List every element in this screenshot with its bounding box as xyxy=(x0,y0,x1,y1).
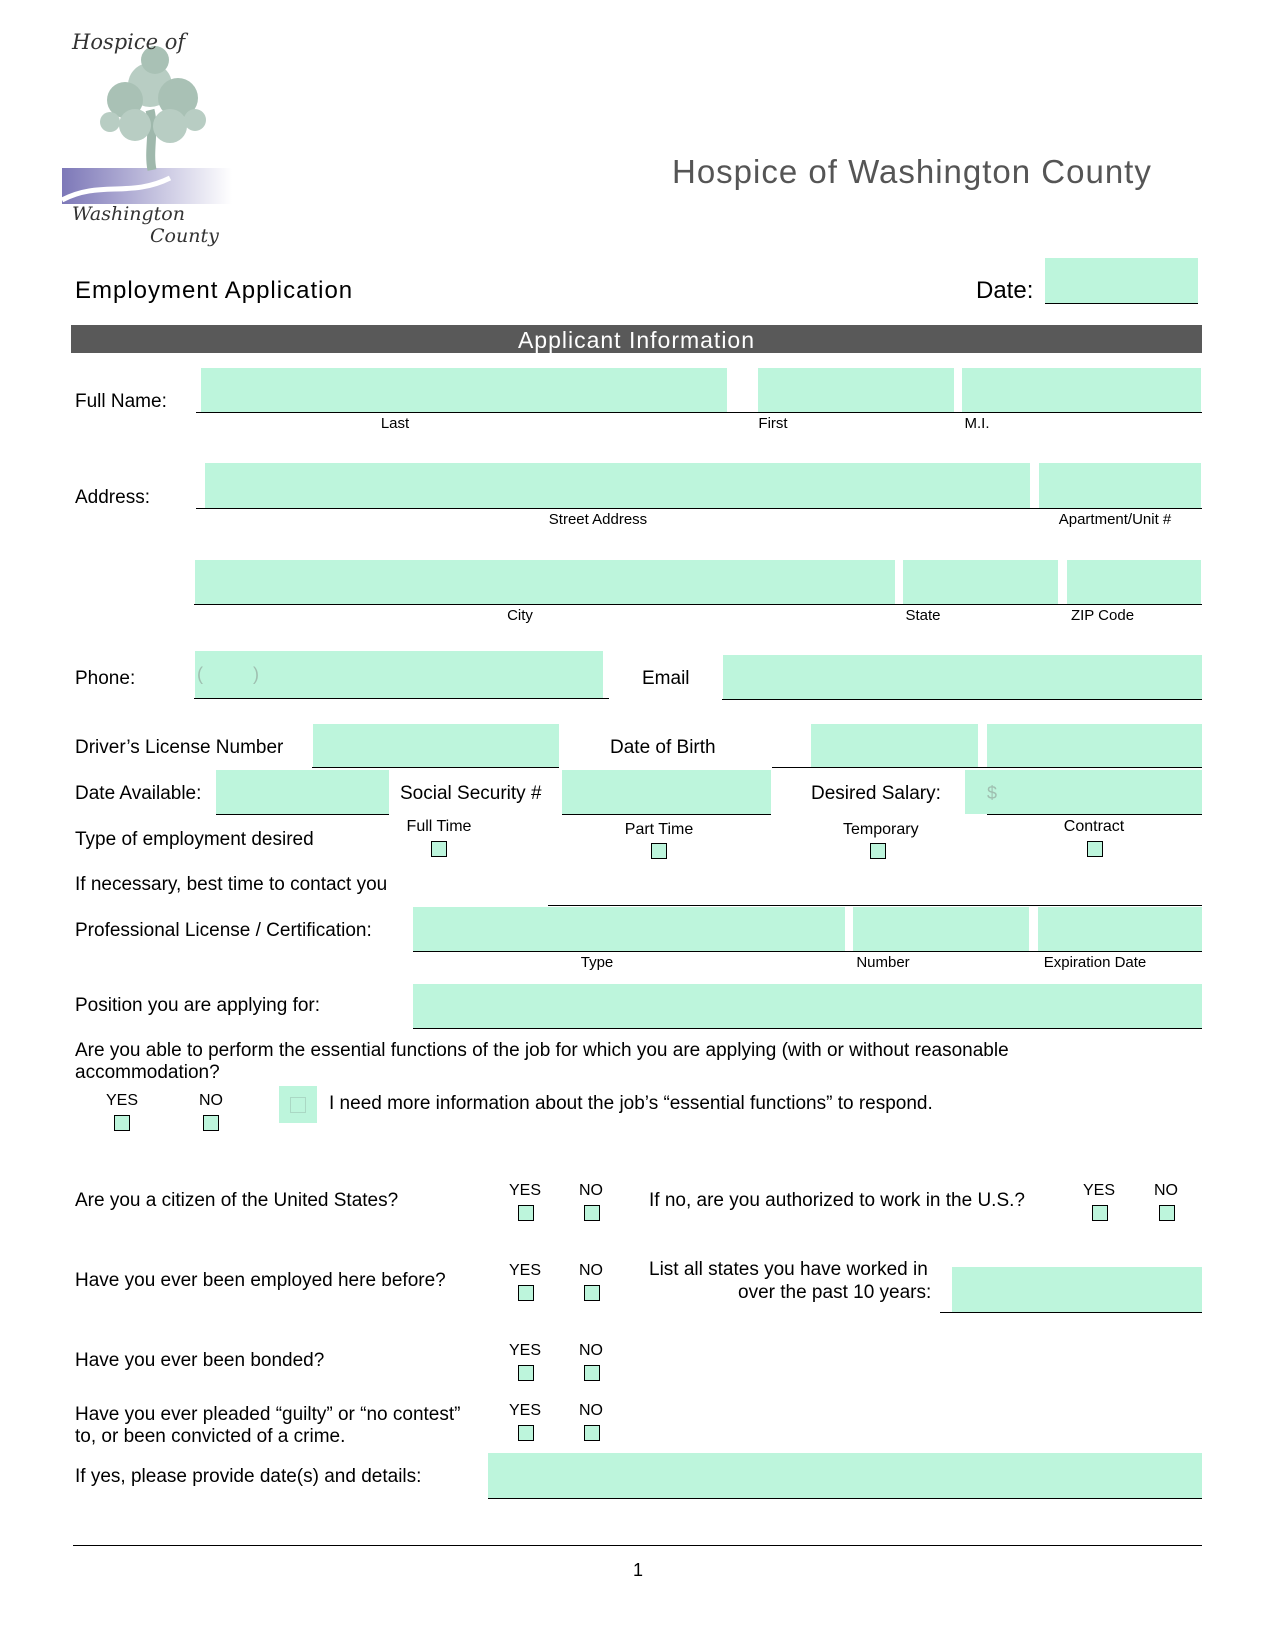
first-caption: First xyxy=(758,415,788,432)
phone-underline xyxy=(194,698,609,699)
logo-text-bottom-1: Washington xyxy=(72,203,185,225)
logo-text-bottom-2: County xyxy=(150,225,219,247)
essential-no-label: NO xyxy=(199,1092,223,1109)
middle-initial-field[interactable] xyxy=(962,368,1201,412)
footer-divider xyxy=(73,1545,1202,1546)
section-banner: Applicant Information xyxy=(71,325,1202,353)
date-label: Date: xyxy=(976,277,1034,304)
certification-expiration-caption: Expiration Date xyxy=(1043,954,1147,971)
date-available-field[interactable] xyxy=(216,770,389,814)
crime-yes-checkbox[interactable] xyxy=(518,1425,534,1441)
city-field[interactable] xyxy=(195,560,895,604)
essential-yes-label: YES xyxy=(105,1092,138,1109)
address-label: Address: xyxy=(75,487,150,508)
zip-caption: ZIP Code xyxy=(1070,607,1135,624)
crime-no-checkbox[interactable] xyxy=(584,1425,600,1441)
authorized-no-checkbox[interactable] xyxy=(1159,1205,1175,1221)
dob-label: Date of Birth xyxy=(610,737,716,758)
phone-field[interactable] xyxy=(195,651,603,698)
phone-placeholder: ( ) xyxy=(197,664,259,684)
mi-caption: M.I. xyxy=(964,415,990,432)
form-title: Employment Application xyxy=(75,277,354,304)
employed-before-question: Have you ever been employed here before? xyxy=(75,1270,446,1291)
citizen-no-checkbox[interactable] xyxy=(584,1205,600,1221)
position-underline xyxy=(413,1028,1202,1029)
email-underline xyxy=(722,699,1202,700)
citizen-yes-label: YES xyxy=(508,1182,541,1199)
employed-yes-checkbox[interactable] xyxy=(518,1285,534,1301)
page-number: 1 xyxy=(632,1560,643,1580)
essential-yes-checkbox[interactable] xyxy=(114,1115,130,1131)
bonded-no-label: NO xyxy=(579,1342,603,1359)
details-field[interactable] xyxy=(488,1453,1202,1498)
contact-time-underline xyxy=(548,905,1202,906)
salary-field[interactable] xyxy=(965,770,1202,814)
essential-question-line1: Are you able to perform the essential functions of the job for which you are applying (with or without reasonable xyxy=(75,1040,1009,1061)
certification-type-caption: Type xyxy=(580,954,614,971)
apartment-field[interactable] xyxy=(1039,463,1201,508)
bonded-yes-label: YES xyxy=(508,1342,541,1359)
employed-no-label: NO xyxy=(579,1262,603,1279)
option-full-time-label: Full Time xyxy=(406,818,472,835)
more-info-checkbox[interactable] xyxy=(290,1097,306,1113)
drivers-license-underline xyxy=(312,767,559,768)
contact-time-field[interactable] xyxy=(548,860,1202,905)
date-available-underline xyxy=(216,814,389,815)
crime-question-line2: to, or been convicted of a crime. xyxy=(75,1426,346,1447)
option-temporary-label: Temporary xyxy=(843,821,919,838)
date-underline xyxy=(1045,303,1198,304)
states-question-line1: List all states you have worked in xyxy=(649,1259,928,1280)
bonded-yes-checkbox[interactable] xyxy=(518,1365,534,1381)
dob-underline xyxy=(772,767,1202,768)
bonded-no-checkbox[interactable] xyxy=(584,1365,600,1381)
contract-checkbox[interactable] xyxy=(1087,841,1103,857)
part-time-checkbox[interactable] xyxy=(651,843,667,859)
date-available-label: Date Available: xyxy=(75,783,202,804)
ssn-underline xyxy=(562,814,771,815)
essential-question-line2: accommodation? xyxy=(75,1062,220,1083)
address-underline xyxy=(196,508,1202,509)
ssn-label: Social Security # xyxy=(400,783,542,804)
temporary-checkbox[interactable] xyxy=(870,843,886,859)
phone-label: Phone: xyxy=(75,668,136,689)
certification-number-field[interactable] xyxy=(853,907,1029,951)
more-info-checkbox-area[interactable] xyxy=(279,1086,317,1123)
zip-field[interactable] xyxy=(1067,560,1201,604)
authorized-question: If no, are you authorized to work in the U.S.? xyxy=(649,1190,1025,1211)
crime-question-line1: Have you ever pleaded “guilty” or “no contest” xyxy=(75,1404,461,1425)
first-name-field[interactable] xyxy=(758,368,954,412)
states-worked-field[interactable] xyxy=(952,1267,1202,1312)
full-name-underline xyxy=(196,412,1202,413)
last-caption: Last xyxy=(380,415,410,432)
certification-underline xyxy=(413,951,1202,952)
last-name-field[interactable] xyxy=(201,368,727,412)
certification-type-field[interactable] xyxy=(413,907,845,951)
authorized-yes-checkbox[interactable] xyxy=(1092,1205,1108,1221)
citizen-no-label: NO xyxy=(579,1182,603,1199)
authorized-no-label: NO xyxy=(1154,1182,1178,1199)
citizen-yes-checkbox[interactable] xyxy=(518,1205,534,1221)
states-worked-underline xyxy=(940,1312,1202,1313)
authorized-yes-label: YES xyxy=(1082,1182,1115,1199)
street-caption: Street Address xyxy=(548,511,648,528)
salary-label: Desired Salary: xyxy=(811,783,941,804)
ssn-field[interactable] xyxy=(562,770,771,814)
city-underline xyxy=(194,604,1202,605)
employed-no-checkbox[interactable] xyxy=(584,1285,600,1301)
position-field[interactable] xyxy=(413,984,1202,1028)
more-info-label: I need more information about the job’s “essential functions” to respond. xyxy=(329,1093,933,1114)
drivers-license-field[interactable] xyxy=(313,724,559,767)
street-address-field[interactable] xyxy=(205,463,1030,508)
details-label: If yes, please provide date(s) and details: xyxy=(75,1466,422,1487)
dob-field-2[interactable] xyxy=(987,724,1202,767)
contact-time-label: If necessary, best time to contact you xyxy=(75,874,388,895)
certification-number-caption: Number xyxy=(856,954,910,971)
employment-type-label: Type of employment desired xyxy=(75,829,314,850)
drivers-license-label: Driver’s License Number xyxy=(75,737,284,758)
option-contract-label: Contract xyxy=(1063,818,1125,835)
dob-field-1[interactable] xyxy=(811,724,978,767)
logo-text-top: Hospice of xyxy=(72,30,186,54)
certification-label: Professional License / Certification: xyxy=(75,920,372,941)
certification-expiration-field[interactable] xyxy=(1038,907,1202,951)
email-field[interactable] xyxy=(723,655,1202,699)
organization-name: Hospice of Washington County xyxy=(672,153,1152,190)
salary-placeholder: $ xyxy=(987,783,998,803)
bonded-question: Have you ever been bonded? xyxy=(75,1350,325,1371)
details-underline xyxy=(488,1498,1202,1499)
state-field[interactable] xyxy=(903,560,1058,604)
citizen-question: Are you a citizen of the United States? xyxy=(75,1190,399,1211)
option-part-time-label: Part Time xyxy=(624,821,694,838)
date-field[interactable] xyxy=(1045,258,1198,303)
full-name-label: Full Name: xyxy=(75,391,167,412)
email-label: Email xyxy=(642,668,690,689)
apartment-caption: Apartment/Unit # xyxy=(1058,511,1172,528)
position-label: Position you are applying for: xyxy=(75,995,321,1016)
crime-yes-label: YES xyxy=(508,1402,541,1419)
salary-underline xyxy=(987,814,1202,815)
states-question-line2: over the past 10 years: xyxy=(738,1282,932,1303)
full-time-checkbox[interactable] xyxy=(431,841,447,857)
state-caption: State xyxy=(905,607,941,624)
essential-no-checkbox[interactable] xyxy=(203,1115,219,1131)
crime-no-label: NO xyxy=(579,1402,603,1419)
city-caption: City xyxy=(507,607,533,624)
employed-yes-label: YES xyxy=(508,1262,541,1279)
